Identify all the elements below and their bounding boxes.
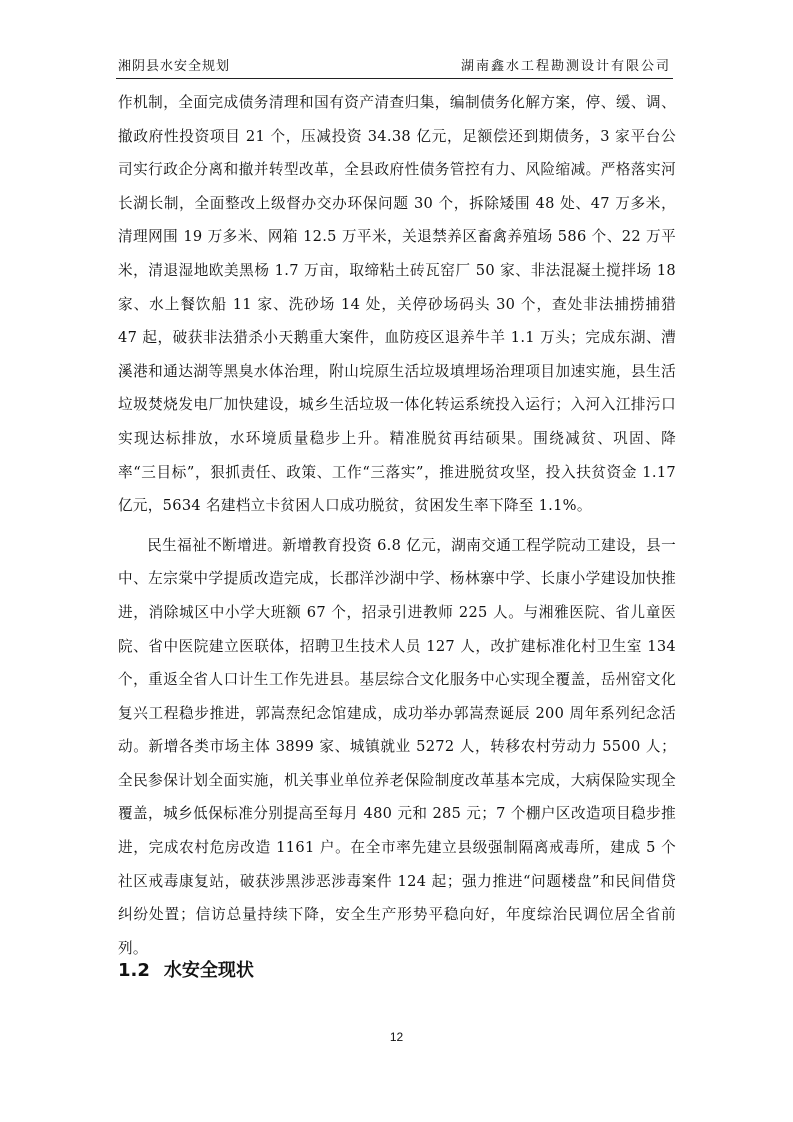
section-heading [118,956,254,982]
paragraph-continued: 作机制，全面完成债务清理和国有资产清查归集，编制债务化解方案，停、缓、调、撤政府性投资项目 21 个，压减投资 34.38 亿元，足额偿还到期债务，3 家平台公司实行政企分离和撤并转型改革，全县政府性债务管控有力、风险缩减。严格落实河长湖长制，全面整改上级督办交办环保问题 30 个，拆除矮围 48 处、47 万多米，清理网围 19 万多米、网箱 12.5 万平米，关退禁养区畜禽养殖场 586 个、22 万平米，清退湿地欧美黑杨 1.7 万亩，取缔粘土砖瓦窑厂 50 家、非法混凝土搅拌场 18 家、水上餐饮船 11 家、洗砂场 14 处，关停砂场码头 30 个，查处非法捕捞捕猎 47 起，破获非法猎杀小天鹅重大案件，血防疫区退养牛羊 1.1 万头；完成东湖、漕溪港和通达湖等黑臭水体治理，附山垸原生活垃圾填埋场治理项目加速实施，县生活垃圾焚烧发电厂加快建设，城乡生活垃圾一体化转运系统投入运行；入河入江排污口实现达标排放，水环境质量稳步上升。精准脱贫再结硕果。围绕减贫、巩固、降率“三目标”，狠抓责任、政策、工作“三落实”，推进脱贫攻坚，投入扶贫资金 1.17 亿元，5634 名建档立卡贫困人口成功脱贫，贫困发生率下降至 1.1%。 [118,94,676,515]
header-document-title: 湘阴县水安全规划 [118,59,231,74]
page-header [116,52,673,79]
section-title: 水安全现状 [163,960,254,981]
section-number: 1.2 [118,960,150,981]
header-company-name: 湖南鑫水工程勘测设计有限公司 [460,59,671,74]
paragraph-livelihood: 民生福祉不断增进。新增教育投资 6.8 亿元，湖南交通工程学院动工建设，县一中、左宗棠中学提质改造完成，长郡洋沙湖中学、杨林寨中学、长康小学建设加快推进，消除城区中小学大班额 67 个，招录引进教师 225 人。与湘雅医院、省儿童医院、省中医院建立医联体，招聘卫生技术人员 127 人，改扩建标准化村卫生室 134 个，重返全省人口计生工作先进县。基层综合文化服务中心实现全覆盖，岳州窑文化复兴工程稳步推进，郭嵩焘纪念馆建成，成功举办郭嵩焘诞辰 200 周年系列纪念活动。新增各类市场主体 3899 家、城镇就业 5272 人，转移农村劳动力 5500 人；全民参保计划全面实施，机关事业单位养老保险制度改革基本完成，大病保险实现全覆盖，城乡低保标准分别提高至每月 480 元和 285 元；7 个棚户区改造项目稳步推进，完成农村危房改造 1161 户。在全市率先建立县级强制隔离戒毒所，建成 5 个社区戒毒康复站，破获涉黑涉恶涉毒案件 124 起；强力推进“问题楼盘”和民间借贷纠纷处置；信访总量持续下降，安全生产形势平稳向好，年度综治民调位居全省前列。 [118,536,676,957]
page-number: 12 [389,1030,404,1044]
body-text [118,86,676,965]
